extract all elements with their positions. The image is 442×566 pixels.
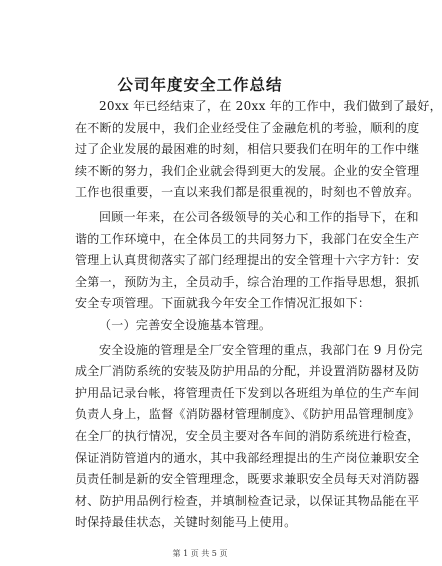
paragraph-intro — [75, 96, 442, 204]
paragraph-line: 过了企业发展的最困难的时刻，相信只要我们在明年的工作中继 — [75, 142, 420, 157]
paragraph-line: 材、防护用品例行检查，并填制检查记录，以保证其物品能在平 — [75, 493, 420, 508]
paragraph-line: 谐的工作环境中，在全体员工的共同努力下，我部门在安全生产 — [75, 231, 420, 246]
paragraph-line: 在全厂的执行情况，安全员主要对各车间的消防系统进行检查， — [75, 428, 420, 443]
paragraph-safety-facilities — [75, 340, 423, 534]
section-heading: （一）完善安全设施基本管理。 — [99, 317, 272, 332]
paragraph-line: 在不断的发展中，我们企业经受住了金融危机的考验，顺利的度 — [75, 120, 420, 135]
document-body — [75, 96, 442, 534]
paragraph-line: 全第一，预防为主，全员动手，综合治理的工作指导思想，狠抓 — [75, 274, 420, 289]
paragraph-line: 保证消防管道内的通水，其中我部经理提出的生产岗位兼职安全 — [75, 450, 420, 465]
paragraph-line: 20xx 年已经结束了，在 20xx 年的工作中，我们做到了最好， — [99, 99, 442, 113]
paragraph-line: 员责任制是新的安全管理理念，既要求兼职安全员每天对消防器 — [75, 472, 420, 487]
paragraph-line: 时保持最佳状态，关键时刻能马上使用。 — [75, 515, 297, 530]
paragraph-line: 回顾一年来，在公司各级领导的关心和工作的指导下，在和 — [99, 209, 419, 224]
paragraph-line: 续不断的努力，我们企业就会得到更大的发展。企业的安全管理 — [75, 163, 420, 178]
page-footer: 第 1 页 共 5 页 — [172, 549, 228, 558]
document-title: 公司年度安全工作总结 — [117, 75, 283, 94]
paragraph-line: 负责人身上，监督《消防器材管理制度》、《防护用品管理制度》 — [75, 407, 420, 422]
paragraph-line: 成全厂消防系统的安装及防护用品的分配，并设置消防器材及防 — [75, 364, 420, 379]
paragraph-line: 工作也很重要，一直以来我们都是很重视的，时刻也不曾放弃。 — [75, 185, 420, 200]
paragraph-line: 护用品记录台帐，将管理责任下发到以各班组为单位的生产车间 — [75, 385, 420, 400]
paragraph-line: 安全设施的管理是全厂安全管理的重点，我部门在 9 月份完 — [99, 342, 423, 357]
paragraph-line: 管理上认真贯彻落实了部门经理提出的安全管理十六字方针：安 — [75, 253, 420, 268]
paragraph-review — [75, 207, 420, 315]
paragraph-line: 安全专项管理。下面就我今年安全工作情况汇报如下： — [75, 296, 371, 311]
